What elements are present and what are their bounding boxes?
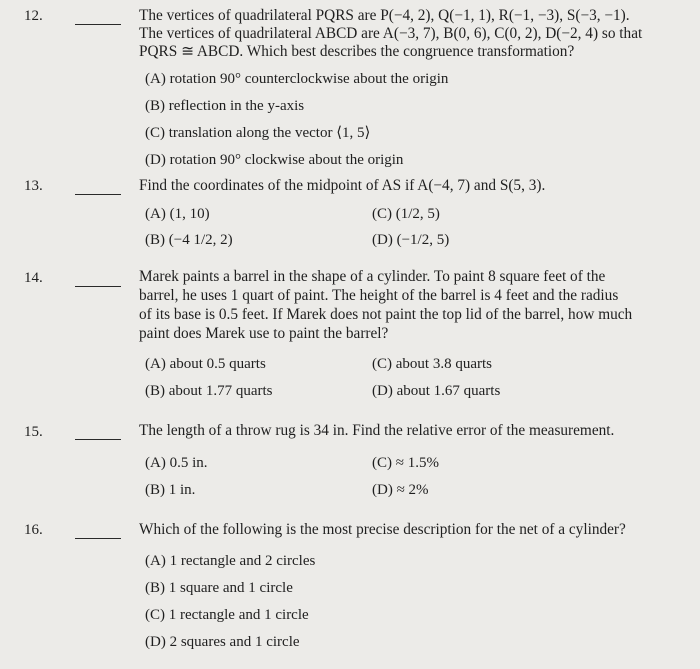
- option-a[interactable]: (A) 0.5 in.: [145, 455, 208, 471]
- question-stem-line: Which of the following is the most precise description for the net of a cylinder?: [139, 521, 626, 538]
- option-d[interactable]: (D) ≈ 2%: [372, 482, 429, 498]
- option-d[interactable]: (D) (−1/2, 5): [372, 232, 450, 248]
- question-stem-line: paint does Marek use to paint the barrel?: [139, 325, 389, 342]
- question-stem-line: The vertices of quadrilateral PQRS are P(−4, 2), Q(−1, 1), R(−1, −3), S(−3, −1).: [139, 7, 630, 24]
- option-b[interactable]: (B) (−4 1/2, 2): [145, 232, 233, 248]
- option-c[interactable]: (C) 1 rectangle and 1 circle: [145, 607, 309, 623]
- option-b[interactable]: (B) about 1.77 quarts: [145, 383, 273, 399]
- option-c[interactable]: (C) ≈ 1.5%: [372, 455, 439, 471]
- option-b[interactable]: (B) 1 in.: [145, 482, 196, 498]
- answer-blank[interactable]: [75, 194, 121, 195]
- answer-blank[interactable]: [75, 24, 121, 25]
- option-d[interactable]: (D) rotation 90° clockwise about the origin: [145, 152, 404, 168]
- question-number: 12.: [24, 8, 43, 24]
- answer-blank[interactable]: [75, 439, 121, 440]
- option-c[interactable]: (C) translation along the vector ⟨1, 5⟩: [145, 125, 371, 141]
- question-number: 14.: [24, 270, 43, 286]
- question-number: 15.: [24, 424, 43, 440]
- option-c[interactable]: (C) (1/2, 5): [372, 206, 440, 222]
- option-b[interactable]: (B) 1 square and 1 circle: [145, 580, 293, 596]
- option-a[interactable]: (A) about 0.5 quarts: [145, 356, 266, 372]
- answer-blank[interactable]: [75, 538, 121, 539]
- question-stem-line: The length of a throw rug is 34 in. Find the relative error of the measurement.: [139, 422, 615, 439]
- question-number: 13.: [24, 178, 43, 194]
- question-stem-line: Find the coordinates of the midpoint of AS if A(−4, 7) and S(5, 3).: [139, 177, 546, 194]
- question-stem-line: Marek paints a barrel in the shape of a cylinder. To paint 8 square feet of the: [139, 268, 606, 285]
- question-stem-line: PQRS ≅ ABCD. Which best describes the congruence transformation?: [139, 43, 575, 60]
- question-stem-line: barrel, he uses 1 quart of paint. The height of the barrel is 4 feet and the radius: [139, 287, 619, 304]
- question-number: 16.: [24, 522, 43, 538]
- option-c[interactable]: (C) about 3.8 quarts: [372, 356, 492, 372]
- answer-blank[interactable]: [75, 286, 121, 287]
- option-a[interactable]: (A) 1 rectangle and 2 circles: [145, 553, 316, 569]
- option-b[interactable]: (B) reflection in the y-axis: [145, 98, 305, 114]
- option-d[interactable]: (D) about 1.67 quarts: [372, 383, 501, 399]
- option-d[interactable]: (D) 2 squares and 1 circle: [145, 634, 300, 650]
- option-a[interactable]: (A) (1, 10): [145, 206, 210, 222]
- question-stem-line: of its base is 0.5 feet. If Marek does not paint the top lid of the barrel, how much: [139, 306, 633, 323]
- question-stem-line: The vertices of quadrilateral ABCD are A(−3, 7), B(0, 6), C(0, 2), D(−2, 4) so that: [139, 25, 643, 42]
- option-a[interactable]: (A) rotation 90° counterclockwise about the origin: [145, 71, 449, 87]
